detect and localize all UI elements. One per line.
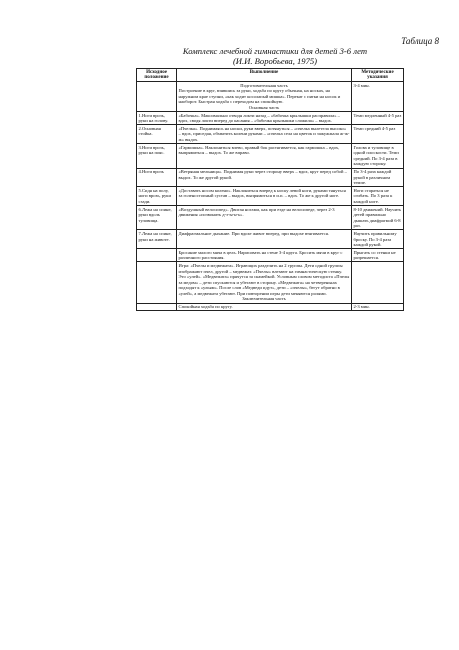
cell-guideline: 2-3 мин. — [352, 303, 404, 311]
cell-execution: «Доставать носом колено». Наклониться вперед к носку левой ноги, руками тянуться за голеностопный сустав – выдох, выпрямиться в и.п. – вдох. То же к другой ноге. — [177, 187, 352, 206]
cell-execution — [177, 262, 352, 303]
cell-position: 6.Лежа на спине, руки вдоль туловища. — [137, 206, 177, 230]
table-row — [137, 206, 404, 230]
table-row — [137, 82, 404, 112]
cell-guideline: Темп медленный 4-5 раз — [352, 112, 404, 125]
cell-position: 5.Сидя на полу, ноги врозь, руки сзади. — [137, 187, 177, 206]
cell-execution: «Ветряная мельница». Поднимая руки через сторону вверх – вдох, круг перед собой – выдох. То же другой рукой. — [177, 168, 352, 187]
cell-execution: Диафрагмальное дыхание. При вдохе живот вперед, при выдохе втягивается. — [177, 230, 352, 249]
cell-guideline: Ноги стараться не сгибать. По 3 раза к каждой ноге. — [352, 187, 404, 206]
table-row — [137, 303, 404, 311]
cell-guideline: Голова и туловище в одной плоскости. Темп средний. По 3-4 раза в каждую сторону. — [352, 144, 404, 168]
cell-execution — [177, 82, 352, 112]
cell-position — [137, 249, 177, 262]
cell-guideline: 8-10 движений. Научить детей правильно дышать диафрагмой 6-8 раз. — [352, 206, 404, 230]
cell-position: 2.Основная стойка. — [137, 125, 177, 144]
cell-execution: «Бабочка». Максимально отводя локти назад – «бабочка крылышки расправила» – вдох, сводя локти вперед до касания – «бабочка крылышки сложила» – выдох. — [177, 112, 352, 125]
table-row — [137, 144, 404, 168]
header-execution: Выполнение — [177, 69, 352, 82]
cell-text: Построение в круг, взявшись за руки, ходьба по кругу обычная, на носках, на наружном крае ступни, «как ходит косолапый мишка». Перекат с пятки на носок и наоборот. Быстрая ходьба с переходом на спокойную. — [178, 88, 341, 105]
table-row — [137, 125, 404, 144]
cell-guideline: Темп средний 4-5 раз — [352, 125, 404, 144]
table-row — [137, 249, 404, 262]
header-initial-position: Исходное положение — [137, 69, 177, 82]
title-line-2: (И.И. Воробьева, 1975) — [232, 56, 318, 66]
cell-execution: «Гармошка». Наклониться влево, правый бок растягивается, как гармошка – вдох, выпрямиться – выдох. То же вправо. — [177, 144, 352, 168]
title-line-1: Комплекс лечебной гимнастики для детей 3-6 лет — [182, 46, 368, 56]
cell-execution: Спокойная ходьба по кругу. — [177, 303, 352, 311]
exercise-table — [136, 68, 404, 311]
table-header-row — [137, 69, 404, 82]
table-row — [137, 262, 404, 303]
cell-execution: Бросание малого мяча в цель. Нарисовать на стене 3-4 круга. Бросить мячи в круг с различного расстояния. — [177, 249, 352, 262]
section-heading: Подготовительная часть — [240, 82, 288, 88]
cell-text: Игра: «Пчелы и медвежата». Играющих разделить на 2 группы. Дети одной группы изображают пчел, другой – медвежат. «Пчелы» влезают на гимнастическую стенку. Это «улей». «Медвежата» прячутся за скамейкой. Условным словом методиста «Пчелы за медом» – дети спускаются и убегают в сторону. «Медвежата» на четвереньках подходят к «ульям». После слов «Медведи идут», дети – «пчелы», бегут обратно в «улей», а медвежата убегают. При повторении игры дети меняются ролями. — [178, 262, 350, 296]
cell-position — [137, 82, 177, 112]
cell-guideline: 3-4 мин. — [352, 82, 404, 112]
cell-guideline — [352, 262, 404, 303]
table-label: Таблица 8 — [401, 36, 439, 46]
table-row — [137, 230, 404, 249]
cell-guideline: Научить правильному броску. По 3-4 раза каждой рукой. — [352, 230, 404, 249]
document-title — [150, 46, 400, 66]
cell-position: 1.Ноги врозь, руки на голову. — [137, 112, 177, 125]
cell-position: 3.Ноги врозь, руки на пояс. — [137, 144, 177, 168]
cell-position: 4.Ноги врозь — [137, 168, 177, 187]
cell-position — [137, 303, 177, 311]
header-guidelines: Методические указания — [352, 69, 404, 82]
cell-guideline: Прыгать со стенки не разрешается. — [352, 249, 404, 262]
cell-position — [137, 262, 177, 303]
cell-guideline: По 3-4 раза каждой рукой в различном темпе. — [352, 168, 404, 187]
cell-execution: «Пчелка». Поднимаясь на носки, руки вверх, потянуться – «пчелка вылетела высоко» – вдох, приседая, обхватить колени руками – «пчелка села на цветок и зажужжала ж-ж-ж» выдох. — [177, 125, 352, 144]
table-row — [137, 187, 404, 206]
table-row — [137, 168, 404, 187]
cell-position: 7.Лежа на спине, руки на животе. — [137, 230, 177, 249]
table-row — [137, 112, 404, 125]
section-heading: Заключительная часть — [242, 296, 286, 302]
cell-execution: «Воздушный велосипед». Двигая ногами, как при езде на велосипеде, через 2-3 движения «позвонить д-з-ы-н-ь». — [177, 206, 352, 230]
section-heading: Основная часть — [248, 105, 280, 111]
